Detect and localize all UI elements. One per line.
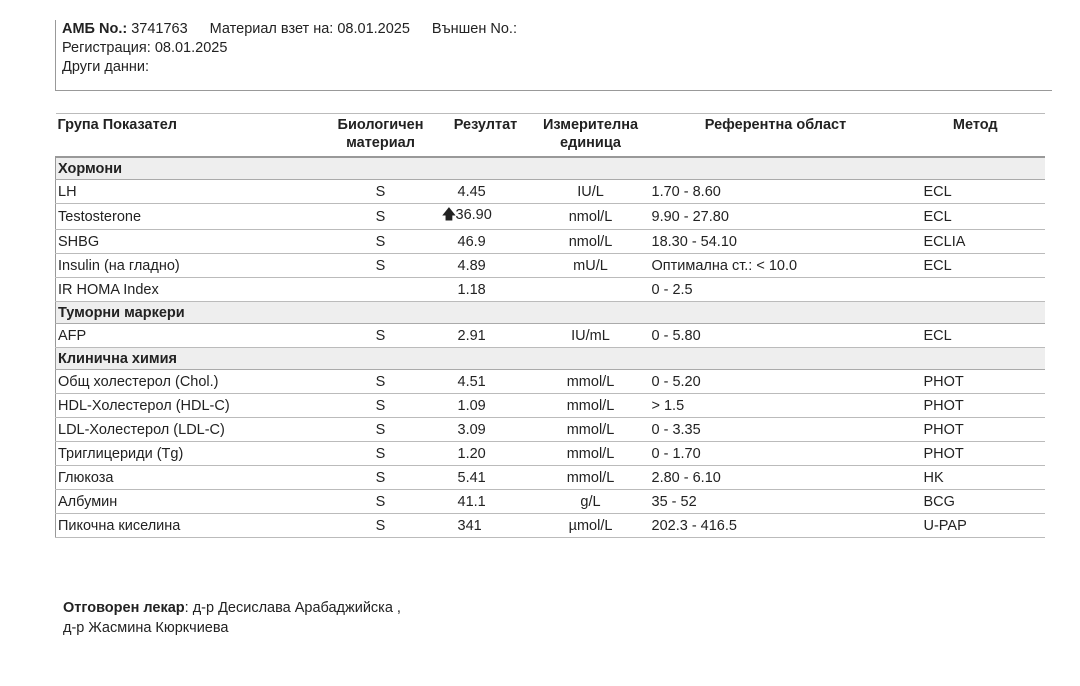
- col-ref: Референтна област: [646, 114, 906, 158]
- amb-label: АМБ No.:: [62, 21, 128, 37]
- bio-material: S: [326, 442, 436, 466]
- high-arrow-icon: 🡅: [441, 207, 457, 223]
- test-name: IR HOMA Index: [56, 278, 326, 302]
- result-value: 3.09: [457, 421, 486, 438]
- unit: IU/L: [536, 180, 646, 204]
- registration: Регистрация: 08.01.2025: [62, 40, 228, 56]
- material-date: 08.01.2025: [337, 21, 410, 37]
- unit: mmol/L: [536, 394, 646, 418]
- bio-material: S: [326, 204, 436, 230]
- method: HK: [906, 466, 1046, 490]
- method: U-PAP: [906, 514, 1046, 538]
- group-row: [56, 157, 1046, 180]
- table-row: [56, 180, 1046, 204]
- result-value: 4.51: [457, 373, 486, 390]
- table-row: [56, 418, 1046, 442]
- unit: [536, 278, 646, 302]
- test-name: LH: [56, 180, 326, 204]
- bio-material: S: [326, 180, 436, 204]
- bio-material: S: [326, 514, 436, 538]
- unit: nmol/L: [536, 230, 646, 254]
- group-row: [56, 348, 1046, 370]
- test-name: Глюкоза: [56, 466, 326, 490]
- unit: mmol/L: [536, 370, 646, 394]
- amb-value: 3741763: [131, 21, 188, 37]
- bio-material: S: [326, 230, 436, 254]
- result-value: 1.20: [457, 445, 486, 462]
- test-name: AFP: [56, 324, 326, 348]
- method: ECL: [906, 324, 1046, 348]
- table-row: [56, 490, 1046, 514]
- result-value: 5.41: [457, 469, 486, 486]
- test-name: Албумин: [56, 490, 326, 514]
- results-table: [55, 113, 1045, 538]
- col-group: Група Показател: [56, 114, 326, 158]
- bio-material: S: [326, 490, 436, 514]
- report-header: [55, 20, 1052, 91]
- test-name: LDL-Холестерол (LDL-C): [56, 418, 326, 442]
- reference-range: 0 - 5.20: [646, 370, 906, 394]
- group-row: [56, 302, 1046, 324]
- bio-material: S: [326, 418, 436, 442]
- method: PHOT: [906, 370, 1046, 394]
- result-value: 2.91: [457, 327, 486, 344]
- result-value: 46.9: [457, 233, 486, 250]
- result-value: 1.09: [457, 397, 486, 414]
- table-row: [56, 324, 1046, 348]
- table-row: [56, 204, 1046, 230]
- material-label: Материал взет на:: [209, 21, 334, 37]
- reference-range: 2.80 - 6.10: [646, 466, 906, 490]
- table-row: [56, 370, 1046, 394]
- table-header: [56, 114, 1046, 158]
- reference-range: 18.30 - 54.10: [646, 230, 906, 254]
- reference-range: 0 - 3.35: [646, 418, 906, 442]
- method: [906, 278, 1046, 302]
- col-method: Метод: [906, 114, 1046, 158]
- result-value: 1.18: [457, 281, 486, 298]
- reference-range: 0 - 2.5: [646, 278, 906, 302]
- bio-material: S: [326, 254, 436, 278]
- bio-material: S: [326, 394, 436, 418]
- result-value: 4.45: [457, 183, 486, 200]
- unit: IU/mL: [536, 324, 646, 348]
- bio-material: S: [326, 370, 436, 394]
- reference-range: 0 - 1.70: [646, 442, 906, 466]
- reference-range: 202.3 - 416.5: [646, 514, 906, 538]
- unit: mU/L: [536, 254, 646, 278]
- method: PHOT: [906, 418, 1046, 442]
- reference-range: > 1.5: [646, 394, 906, 418]
- bio-material: S: [326, 466, 436, 490]
- col-bio: Биологичен материал: [326, 114, 436, 158]
- table-row: [56, 278, 1046, 302]
- test-name: Триглицериди (Tg): [56, 442, 326, 466]
- table-row: [56, 230, 1046, 254]
- unit: g/L: [536, 490, 646, 514]
- result-value: 4.89: [457, 257, 486, 274]
- unit: µmol/L: [536, 514, 646, 538]
- method: ECL: [906, 180, 1046, 204]
- reference-range: 9.90 - 27.80: [646, 204, 906, 230]
- external-label: Външен No.:: [431, 21, 517, 37]
- test-name: Insulin (на гладно): [56, 254, 326, 278]
- col-unit: Измерителна единица: [536, 114, 646, 158]
- result-value: 41.1: [457, 493, 486, 510]
- col-result: Резултат: [436, 114, 536, 158]
- unit: mmol/L: [536, 466, 646, 490]
- method: ECL: [906, 254, 1046, 278]
- test-name: Общ холестерол (Chol.): [56, 370, 326, 394]
- reference-range: Оптимална ст.: < 10.0: [646, 254, 906, 278]
- test-name: SHBG: [56, 230, 326, 254]
- test-name: Пикочна киселина: [56, 514, 326, 538]
- reference-range: 0 - 5.80: [646, 324, 906, 348]
- table-row: [56, 254, 1046, 278]
- table-row: [56, 394, 1046, 418]
- test-name: HDL-Холестерол (HDL-C): [56, 394, 326, 418]
- result-value: 36.90: [455, 207, 492, 223]
- table-row: [56, 514, 1046, 538]
- method: PHOT: [906, 394, 1046, 418]
- bio-material: S: [326, 324, 436, 348]
- group-name: Клинична химия: [56, 348, 1046, 370]
- unit: mmol/L: [536, 418, 646, 442]
- method: PHOT: [906, 442, 1046, 466]
- signature-block: [63, 598, 401, 638]
- unit: nmol/L: [536, 204, 646, 230]
- table-row: [56, 442, 1046, 466]
- responsible-label: Отговорен лекар: [63, 600, 185, 616]
- other-data: Други данни:: [62, 59, 150, 75]
- reference-range: 1.70 - 8.60: [646, 180, 906, 204]
- doctor-1: : д-р Десислава Арабаджийска ,: [184, 600, 401, 616]
- result-value: 341: [457, 517, 482, 534]
- group-name: Хормони: [56, 157, 1046, 180]
- group-name: Туморни маркери: [56, 302, 1046, 324]
- unit: mmol/L: [536, 442, 646, 466]
- table-row: [56, 466, 1046, 490]
- reference-range: 35 - 52: [646, 490, 906, 514]
- method: ECL: [906, 204, 1046, 230]
- method: ECLIA: [906, 230, 1046, 254]
- method: BCG: [906, 490, 1046, 514]
- bio-material: [326, 278, 436, 302]
- test-name: Testosterone: [56, 204, 326, 230]
- doctor-2: д-р Жасмина Кюркчиева: [63, 620, 229, 636]
